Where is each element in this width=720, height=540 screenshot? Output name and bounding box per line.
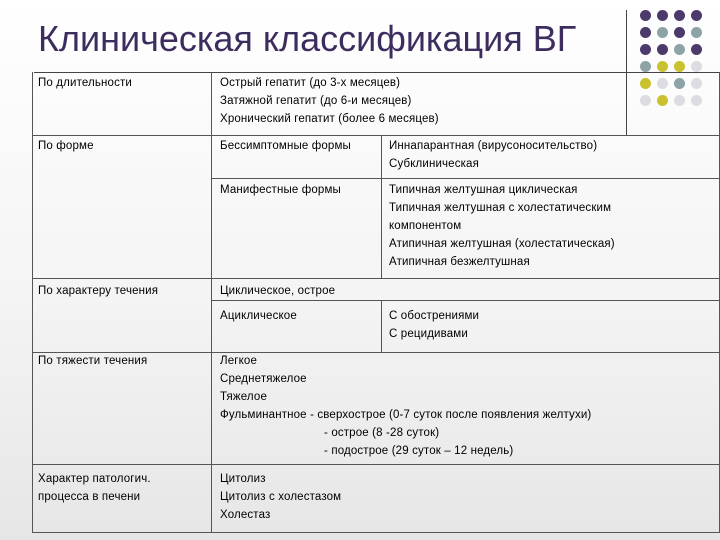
acyclic-item: С рецидивами	[389, 328, 468, 340]
decorative-dot	[691, 61, 702, 72]
row-label-duration: По длительности	[38, 77, 132, 89]
severity-item: Фульминантное - сверхострое (0-7 суток после появления желтухи)	[220, 409, 592, 421]
fulminant-subitem: - острое (8 -28 суток)	[324, 427, 440, 439]
decorative-dot	[640, 78, 651, 89]
decorative-dot	[640, 61, 651, 72]
manifest-item: Типичная желтушная циклическая	[389, 184, 578, 196]
process-item: Цитолиз с холестазом	[220, 491, 342, 503]
process-list	[220, 470, 341, 524]
decorative-dot	[691, 95, 702, 106]
row-label-severity: По тяжести течения	[38, 355, 148, 367]
manifest-item: Типичная желтушная с холестатическим	[389, 202, 612, 214]
course-cyclic: Циклическое, острое	[220, 285, 336, 297]
decorative-dot	[640, 10, 651, 21]
duration-item: Затяжной гепатит (до 6-и месяцев)	[220, 95, 412, 107]
page-title: Клиническая классификация ВГ	[38, 18, 577, 59]
decorative-dot	[674, 78, 685, 89]
decorative-dot	[691, 27, 702, 38]
decorative-dot	[674, 44, 685, 55]
decorative-dot	[657, 78, 668, 89]
decorative-dot	[640, 27, 651, 38]
decorative-dot	[674, 95, 685, 106]
row-label-process-line: Характер патологич.	[38, 473, 151, 485]
fulminant-subitem: - подострое (29 суток – 12 недель)	[324, 445, 514, 457]
row-label-form: По форме	[38, 140, 94, 152]
severity-item: Легкое	[220, 355, 257, 367]
process-item: Холестаз	[220, 509, 271, 521]
decorative-dot	[657, 61, 668, 72]
severity-item: Тяжелое	[220, 391, 267, 403]
manifest-item: Атипичная безжелтушная	[389, 256, 530, 268]
acyclic-item: С обострениями	[389, 310, 480, 322]
manifest-item: Атипичная желтушная (холестатическая)	[389, 238, 615, 250]
severity-list	[220, 352, 591, 460]
asymptomatic-item: Субклиническая	[389, 158, 479, 170]
asymptomatic-list	[389, 137, 597, 173]
severity-item: Среднетяжелое	[220, 373, 307, 385]
form-asymptomatic-label: Бессимптомные формы	[220, 140, 351, 152]
asymptomatic-item: Иннапарантная (вирусоносительство)	[389, 140, 598, 152]
decorative-dot-grid	[640, 10, 720, 120]
title-divider-horizontal	[34, 72, 720, 73]
course-acyclic-label: Ациклическое	[220, 310, 297, 322]
row-label-course: По характеру течения	[38, 285, 159, 297]
duration-item: Острый гепатит (до 3-х месяцев)	[220, 77, 401, 89]
decorative-dot	[674, 61, 685, 72]
form-manifest-label: Манифестные формы	[220, 184, 341, 196]
decorative-dot	[657, 44, 668, 55]
decorative-dot	[657, 10, 668, 21]
decorative-dot	[691, 44, 702, 55]
decorative-dot	[640, 44, 651, 55]
acyclic-list	[389, 307, 479, 343]
row-label-process	[38, 470, 151, 506]
decorative-dot	[657, 95, 668, 106]
row-label-process-line: процесса в печени	[38, 491, 141, 503]
decorative-dot	[674, 10, 685, 21]
process-item: Цитолиз	[220, 473, 266, 485]
decorative-dot	[691, 10, 702, 21]
decorative-dot	[674, 27, 685, 38]
duration-list	[220, 74, 439, 128]
decorative-dot	[691, 78, 702, 89]
decorative-dot	[657, 27, 668, 38]
manifest-list	[389, 181, 615, 271]
manifest-item: компонентом	[389, 220, 462, 232]
decorative-dot	[640, 95, 651, 106]
duration-item: Хронический гепатит (более 6 месяцев)	[220, 113, 439, 125]
